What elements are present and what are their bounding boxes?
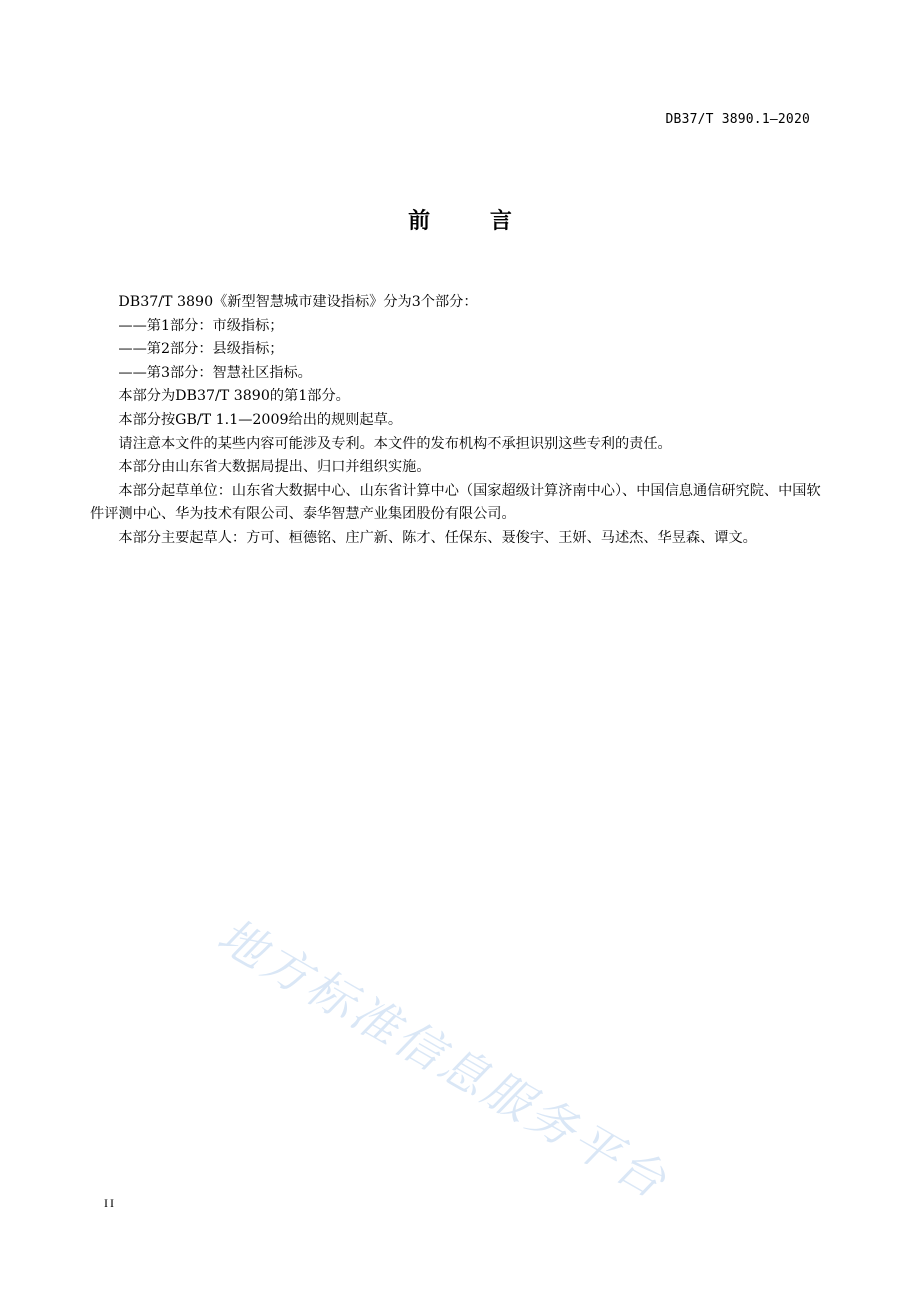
watermark: 地方标准信息服务平台 bbox=[208, 908, 678, 1211]
paragraph-part-3: ——第3部分：智慧社区指标。 bbox=[118, 364, 312, 381]
paragraph-this-part: 本部分为DB37/T 3890的第1部分。 bbox=[118, 388, 350, 405]
paragraph-part-2: ——第2部分：县级指标； bbox=[118, 341, 284, 358]
page-number: II bbox=[104, 1196, 116, 1210]
paragraph-part-1: ——第1部分：市级指标； bbox=[118, 317, 284, 334]
paragraph-drafters: 本部分主要起草人：方可、桓德铭、庄广新、陈才、任保东、聂俊宇、王妍、马述杰、华昱森、谭文。 bbox=[118, 529, 757, 546]
preface-body bbox=[90, 291, 822, 551]
standard-code: DB37/T 3890.1—2020 bbox=[665, 112, 810, 127]
page-title: 前 言 bbox=[408, 209, 538, 234]
paragraph-patent-notice: 请注意本文件的某些内容可能涉及专利。本文件的发布机构不承担识别这些专利的责任。 bbox=[118, 435, 672, 452]
paragraph-proposer: 本部分由山东省大数据局提出、归口并组织实施。 bbox=[118, 459, 431, 476]
paragraph-drafting-rules: 本部分按GB/T 1.1—2009给出的规则起草。 bbox=[118, 411, 403, 428]
paragraph-drafting-units: 本部分起草单位：山东省大数据中心、山东省计算中心（国家超级计算济南中心）、中国信息通信研究院、中国软件评测中心、华为技术有限公司、泰华智慧产业集团股份有限公司。 bbox=[90, 482, 821, 523]
paragraph-parts-overview: DB37/T 3890《新型智慧城市建设指标》分为3个部分： bbox=[118, 294, 478, 310]
